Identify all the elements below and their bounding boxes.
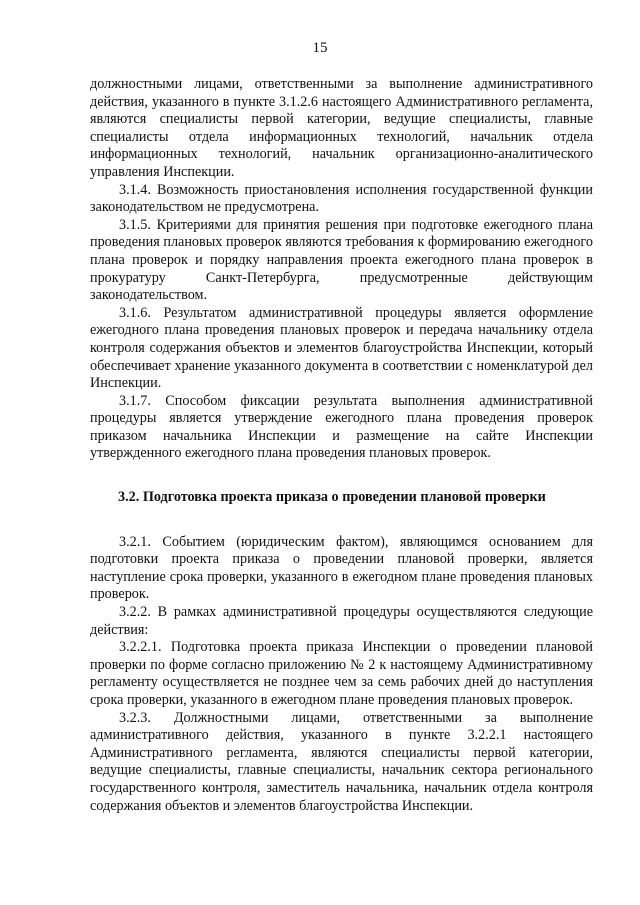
page-number: 15 <box>312 40 328 56</box>
document-body <box>90 76 593 815</box>
paragraph: 3.1.7. Способом фиксации результата выполнения административной процедуры является утверждение ежегодного плана проведения проверок приказом начальника Инспекции и размещение на сайте Инспекции утвержденного ежегодного плана проведения плановых проверок. <box>90 392 593 462</box>
paragraph: 3.1.4. Возможность приостановления исполнения государственной функции законодательством не предусмотрена. <box>90 181 593 216</box>
paragraph: 3.2.3. Должностными лицами, ответственными за выполнение административного действия, указанного в пункте 3.2.2.1 настоящего Административного регламента, являются специалисты первой категории, ведущие специалисты, главные специалисты, начальник сектора регионального государственного контроля, заместитель начальника, начальник отдела контроля содержания объектов и элементов благоустройства Инспекции. <box>90 709 593 814</box>
paragraph: 3.1.5. Критериями для принятия решения при подготовке ежегодного плана проведения плановых проверок являются требования к формированию ежегодного плана проверок и порядку направления проекта ежегодного плана проверок в прокуратуру Санкт-Петербурга, предусмотренные действующим законодательством. <box>90 216 593 304</box>
section-heading: 3.2. Подготовка проекта приказа о проведении плановой проверки <box>118 489 546 506</box>
paragraph: 3.2.2.1. Подготовка проекта приказа Инспекции о проведении плановой проверки по форме согласно приложению № 2 к настоящему Административному регламенту осуществляется не позднее чем за семь рабочих дней до наступления срока проверки, указанного в ежегодном плане проведения плановых проверок. <box>90 639 593 708</box>
paragraph: 3.2.2. В рамках административной процедуры осуществляются следующие действия: <box>90 604 593 638</box>
paragraph: 3.2.1. Событием (юридическим фактом), являющимся основанием для подготовки проекта приказа о проведении плановой проверки, является наступление срока проверки, указанного в ежегодном плане проведения плановых проверок. <box>90 533 593 603</box>
paragraph: должностными лицами, ответственными за выполнение административного действия, указанного в пункте 3.1.2.6 настоящего Административного регламента, являются специалисты первой категории, ведущие специалисты, главные специалисты отдела информационных технологий, начальник отдела информационных технологий, начальник организационно-аналитического управления Инспекции. <box>90 76 593 180</box>
paragraph: 3.1.6. Результатом административной процедуры является оформление ежегодного плана проведения плановых проверок и передача начальнику отдела контроля содержания объектов и элементов благоустройства Инспекции, который обеспечивает хранение указанного документа в соответствии с номенклатурой дел Инспекции. <box>90 304 593 392</box>
